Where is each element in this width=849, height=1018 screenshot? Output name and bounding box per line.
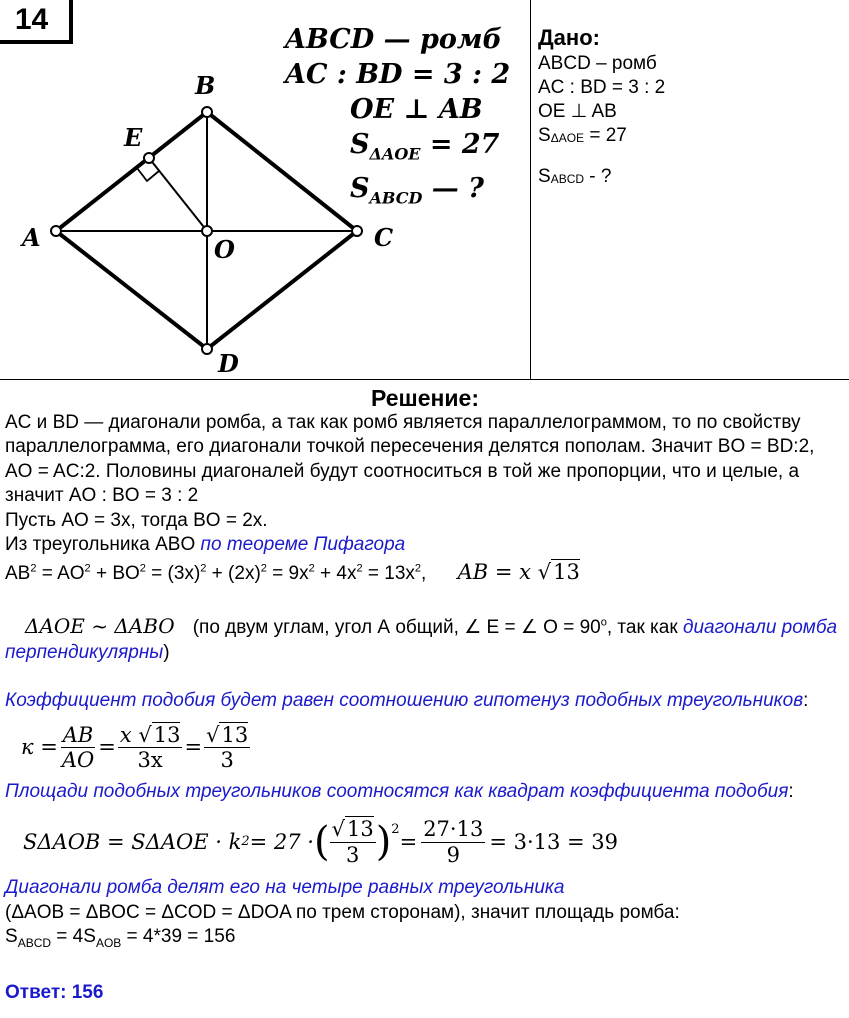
point-c [352,226,362,236]
area-text: Площади подобных треугольников соотносятся как квадрат коэффициента подобия: [5,780,794,802]
coefficient-formula: к = $\frac{AB}{AO}$ = $\frac{x √13}{3x}$ = $\frac{√13}{3}$ [21,722,249,772]
condition-rhombus: ABCD — ромб [285,24,503,55]
given-line: AC : BD = 3 : 2 [538,77,666,98]
final-area: $S_{ABCD} = 4S_{AOB} = 4*39 = 156$ [5,926,236,950]
label-e: E [124,123,143,152]
given-line: $S_{\Delta AOE} = 27$ [538,125,627,146]
point-e [144,153,154,163]
quad-text: Диагонали ромба делят его на четыре равных треугольника [5,877,565,898]
vertical-divider [530,0,531,380]
point-b [202,107,212,117]
segment-oe [149,158,207,231]
condition-ratio: AC : BD = 3 : 2 [285,59,511,90]
area-formula: SΔAOB = SΔAOE · k 2 = 27 · ( $\frac{√13}{3}$ ) $^2$ = $\frac{27\cdot 13}{9}$ = 3·13 = 39 [23,817,619,867]
ab-result: AB = x √13 [457,559,580,584]
label-c: C [374,223,394,252]
similarity-expression: ΔAOE ~ ΔABO [25,614,175,638]
condition-area-abcd: $S_{ABCD}$ — ? [350,173,484,208]
solution-paragraph: Из треугольника ABO по теореме Пифагора [5,534,406,555]
given-line: ABCD – ромб [538,53,657,74]
solution-heading: Решение: [370,385,479,411]
label-o: O [214,235,235,264]
given-title: Дано: [538,25,600,50]
solution-block [5,386,845,1006]
problem-number: 14 [0,0,73,44]
pythagoras-line: $AB^2 = AO^2 + BO^2 = (3x)^2 + (2x)^2 = 9x^2 + 4x^2 = 13x^2$, AB = x √13 [5,559,580,584]
label-d: D [218,349,239,378]
solution-paragraph: AC и BD — диагонали ромба, а так как ромб является параллелограммом, то по свойству параллелограмма, его диагонали точкой пересечения делятся пополам. Значит BO = BD:2, AO = AC:2. Половины диагоналей будут соотноситься в той же пропорции, что и целые, а значит AO : BO = 3 : 2 [5,411,815,506]
point-o [202,226,212,236]
label-b: B [195,71,216,100]
given-block [538,26,665,190]
answer: Ответ: 156 [5,982,104,1004]
similarity-line: ΔAOE ~ ΔABO (по двум углам, угол А общий, ∠ E = ∠ $O = 90^о$, так как диагонали ромба перпендикулярны) [5,614,838,663]
figure-conditions [285,22,510,216]
coefficient-text: Коэффициент подобия будет равен соотношению гипотенуз подобных треугольников: [5,690,809,711]
condition-area-aoe: $S_{\Delta AOE} = 27$ [350,129,500,164]
label-a: A [22,223,41,252]
condition-perpendicular: OE ⊥ AB [350,94,483,125]
solution-paragraph: Пусть AO = 3x, тогда BO = 2x. [5,509,268,531]
right-angle-mark [137,168,159,181]
given-line: $S_{ABCD}$ - ? [538,166,612,187]
point-d [202,344,212,354]
point-a [51,226,61,236]
quad-plain: (ΔAOB = ΔBOC = ΔCOD = ΔDOA по трем сторонам), значит площадь ромба: [5,901,680,923]
given-line: OE ⊥ AB [538,101,617,122]
